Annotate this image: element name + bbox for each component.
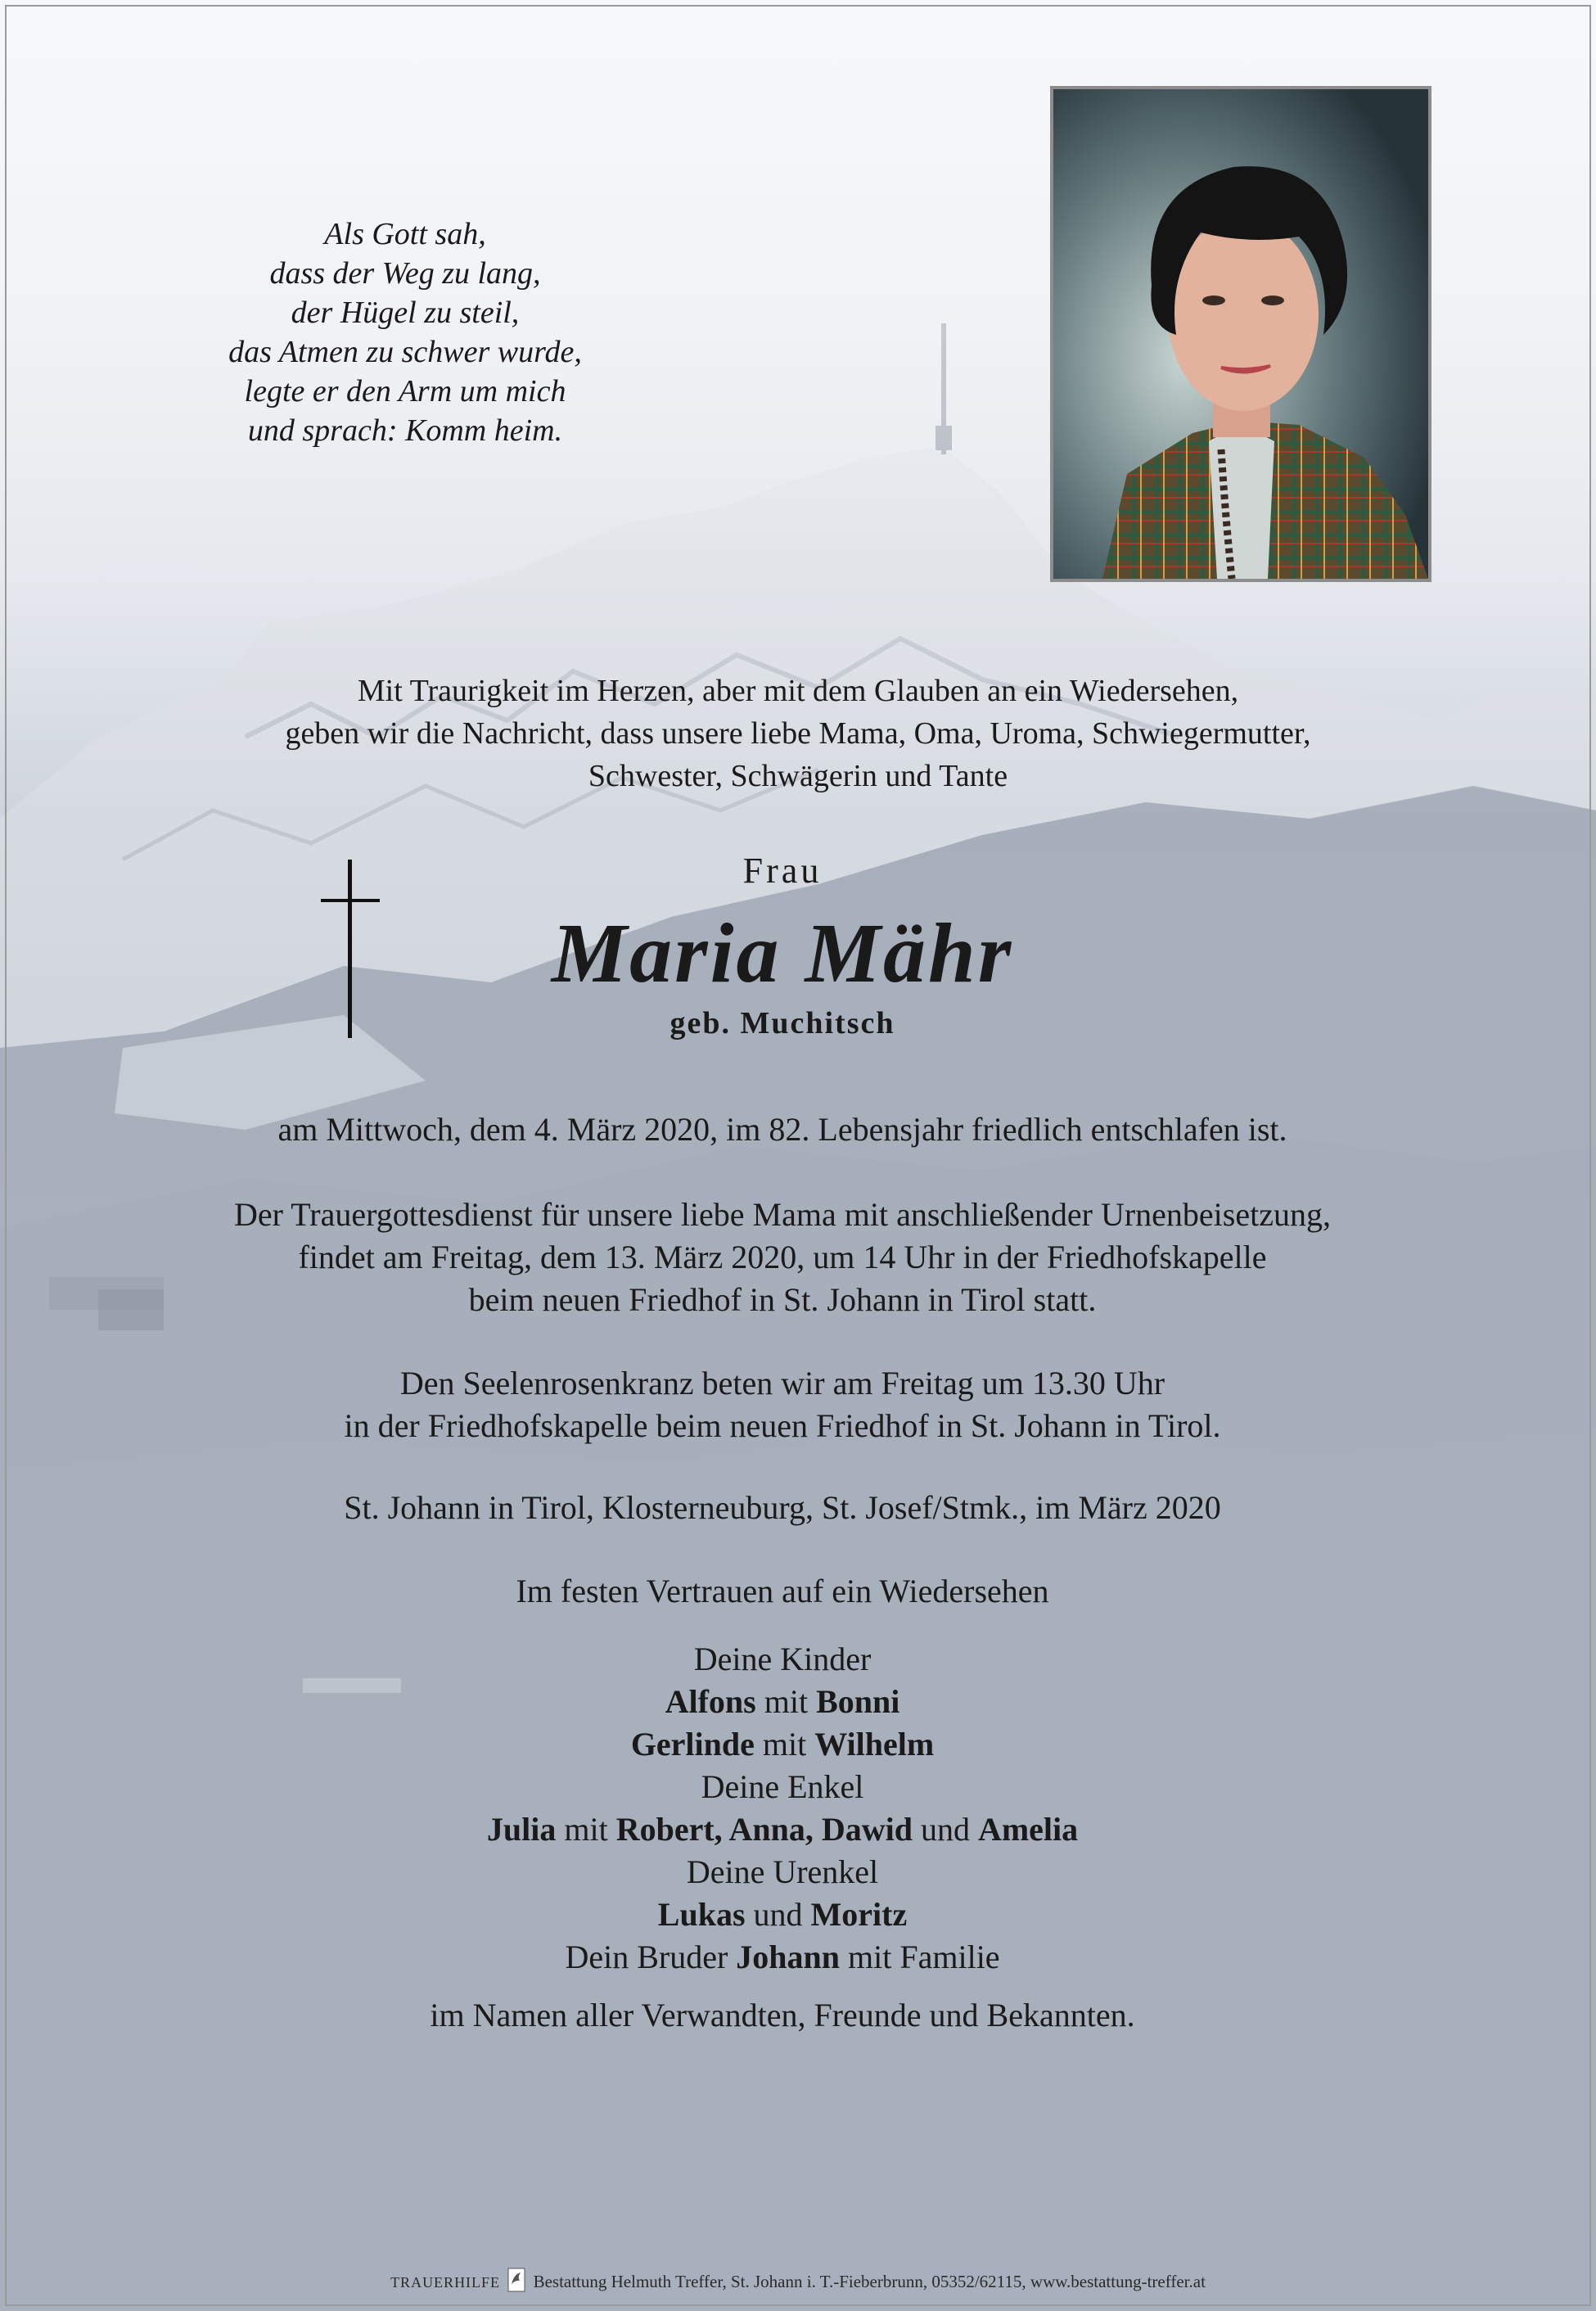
birth-name: geb. Muchitsch [670, 1006, 895, 1040]
footer-text: Bestattung Helmuth Treffer, St. Johann i. T.-Fieberbrunn, 05352/62115, www.bestattung-treffer.at [533, 2272, 1206, 2291]
grandchild-name: Julia [486, 1811, 557, 1848]
intro-line: geben wir die Nachricht, dass unsere liebe Mama, Oma, Uroma, Schwiegermutter, [285, 716, 1311, 751]
places-and-date [82, 1487, 1483, 1529]
joiner: mit [762, 1726, 807, 1763]
rosary-info [82, 1362, 1483, 1447]
joiner: mit [764, 1683, 809, 1720]
poem-line: das Atmen zu schwer wurde, [228, 335, 582, 369]
partner-name: Wilhelm [814, 1726, 935, 1763]
service-line: findet am Freitag, dem 13. März 2020, um 14 Uhr in der Friedhofskapelle [298, 1239, 1267, 1275]
joiner: und [753, 1896, 803, 1933]
footer [0, 2268, 1596, 2292]
intro-line: Mit Traurigkeit im Herzen, aber mit dem Glauben an ein Wiedersehen, [357, 674, 1239, 708]
joiner: mit [564, 1811, 608, 1848]
poem-line: legte er den Arm um mich [244, 374, 566, 408]
children-label: Deine Kinder [693, 1641, 872, 1677]
closing [82, 1994, 1483, 2037]
service-line: Der Trauergottesdienst für unsere liebe Mama mit anschließender Urnenbeisetzung, [234, 1196, 1331, 1233]
footer-brand: TRAUERHILFE [390, 2274, 501, 2291]
child-name: Alfons [665, 1683, 756, 1720]
date-of-death [82, 1108, 1483, 1151]
child-name: Gerlinde [630, 1726, 755, 1763]
intro-text [82, 670, 1514, 797]
poem-line: dass der Weg zu lang, [269, 256, 541, 291]
service-line: beim neuen Friedhof in St. Johann in Tirol statt. [468, 1281, 1097, 1318]
poem [172, 214, 638, 450]
funeral-service-info [82, 1194, 1483, 1321]
brother-prefix: Dein Bruder [565, 1939, 728, 1975]
grandchildren-label: Deine Enkel [701, 1768, 864, 1805]
brother-entry [82, 1936, 1483, 1979]
grandchild-names: Robert, Anna, Dawid [615, 1811, 913, 1848]
dove-logo-icon [507, 2268, 525, 2292]
portrait-photo [1050, 86, 1431, 582]
mourners-list [82, 1638, 1483, 1979]
great-grandchild-name: Moritz [810, 1896, 908, 1933]
deceased-name: Maria Mähr [551, 906, 1014, 1000]
child-entry [82, 1681, 1483, 1723]
brother-suffix: mit Familie [848, 1939, 1000, 1975]
great-grandchildren-label: Deine Urenkel [686, 1853, 879, 1890]
poem-line: der Hügel zu steil, [291, 296, 520, 330]
trust-line [82, 1570, 1483, 1613]
great-grandchild-name: Lukas [657, 1896, 746, 1933]
poem-line: Als Gott sah, [324, 217, 486, 251]
joiner: und [920, 1811, 970, 1848]
salutation: Frau [742, 851, 823, 891]
great-grandchildren-entry [82, 1893, 1483, 1936]
grandchild-name: Amelia [977, 1811, 1079, 1848]
grandchildren-entry [82, 1808, 1483, 1851]
trust-text: Im festen Vertrauen auf ein Wiedersehen [516, 1573, 1049, 1609]
rosary-line: Den Seelenrosenkranz beten wir am Freitag um 13.30 Uhr [399, 1365, 1165, 1401]
places-line: St. Johann in Tirol, Klosterneuburg, St. Josef/Stmk., im März 2020 [344, 1489, 1221, 1526]
date-line: am Mittwoch, dem 4. März 2020, im 82. Lebensjahr friedlich entschlafen ist. [277, 1111, 1287, 1148]
closing-line: im Namen aller Verwandten, Freunde und Bekannten. [430, 1997, 1135, 2033]
partner-name: Bonni [816, 1683, 900, 1720]
intro-line: Schwester, Schwägerin und Tante [588, 759, 1008, 793]
rosary-line: in der Friedhofskapelle beim neuen Friedhof in St. Johann in Tirol. [344, 1407, 1221, 1444]
child-entry [82, 1723, 1483, 1766]
poem-line: und sprach: Komm heim. [247, 413, 563, 448]
brother-name: Johann [736, 1939, 841, 1975]
